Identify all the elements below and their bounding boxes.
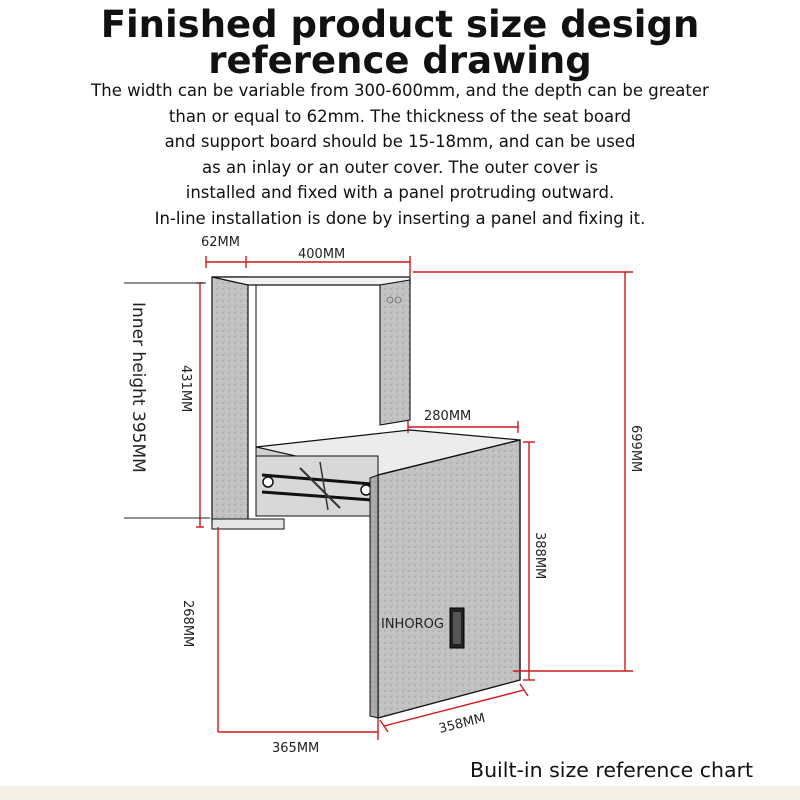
description-line: and support board should be 15-18mm, and can be used — [164, 132, 636, 151]
top-board — [212, 277, 410, 285]
width-top-label: 400MM — [298, 247, 346, 262]
front-width-label: 358MM — [437, 710, 487, 737]
side-panel — [256, 280, 410, 450]
total-height-label: 699MM — [628, 425, 643, 473]
bottom-depth-label: 365MM — [272, 741, 320, 756]
brand-label: INHOROG — [381, 617, 444, 632]
height-431-label: 431MM — [178, 365, 193, 413]
description-line: installed and fixed with a panel protruding outward. — [185, 183, 615, 202]
description-line: In-line installation is done by inserting a panel and fixing it. — [154, 208, 646, 228]
bottom-band — [0, 786, 800, 800]
hinge-mechanism — [256, 456, 378, 516]
floor-height-label: 268MM — [180, 600, 195, 648]
description-line: as an inlay or an outer cover. The outer cover is — [202, 157, 598, 177]
footer-caption: Built-in size reference chart — [470, 758, 754, 782]
front-panel — [370, 440, 520, 718]
back-wall — [212, 277, 256, 525]
seat-depth-label: 280MM — [424, 409, 472, 424]
description-line: The width can be variable from 300-600mm, and the depth can be greater — [91, 81, 709, 100]
bottom-ledge — [212, 519, 284, 529]
title-line-1: Finished product size design — [100, 3, 700, 46]
depth-top-label: 62MM — [201, 235, 240, 250]
front-height-label: 388MM — [532, 532, 547, 580]
description-line: than or equal to 62mm. The thickness of the seat board — [168, 106, 632, 126]
title-line-2: reference drawing — [208, 39, 592, 82]
inner-height-label: Inner height 395MM — [128, 302, 148, 473]
